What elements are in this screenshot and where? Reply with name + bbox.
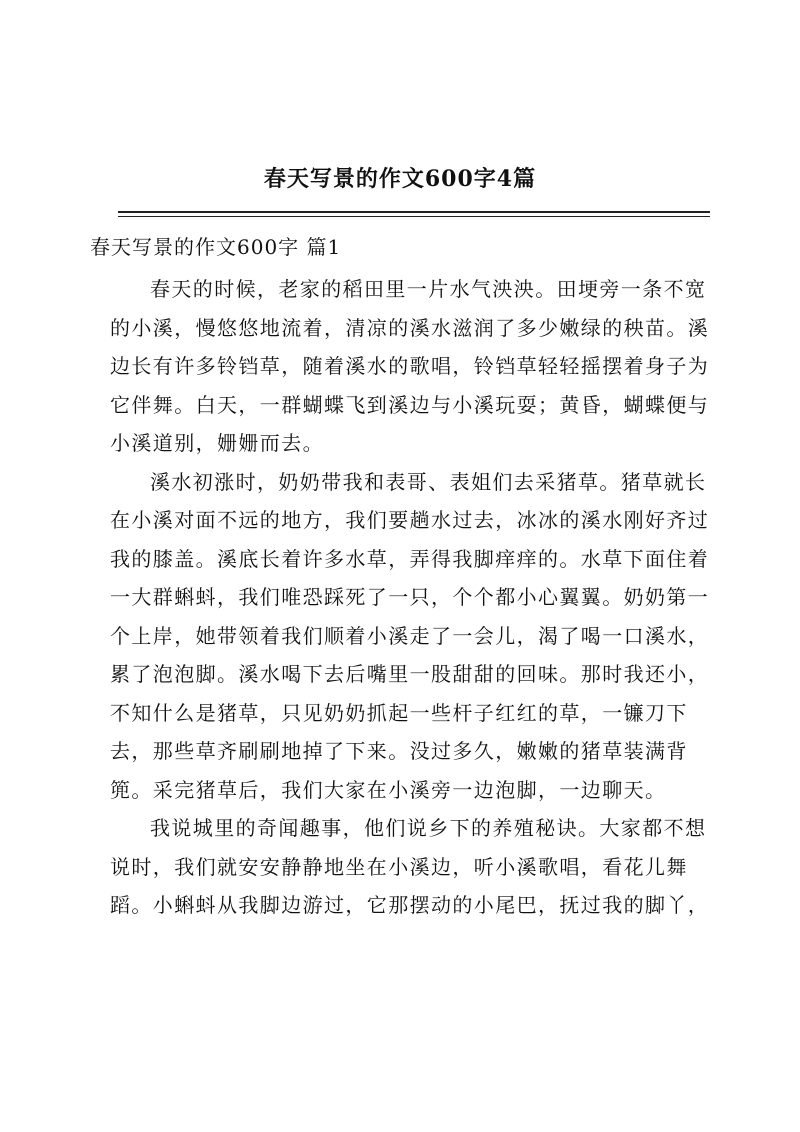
text-line: 个上岸，她带领着我们顺着小溪走了一会儿，渴了喝一口溪水， <box>110 623 710 648</box>
section-heading: 春天写景的作文600字 篇1 <box>90 235 342 259</box>
text-line: 不知什么是猪草，只见奶奶抓起一些杆子红红的草，一镰刀下 <box>110 700 688 725</box>
essay-body <box>110 270 720 925</box>
text-line: 蹈。小蝌蚪从我脚边游过，它那摆动的小尾巴，抚过我的脚丫， <box>110 893 710 917</box>
text-line: 边长有许多铃铛草，随着溪水的歌唱，铃铛草轻轻摇摆着身子为 <box>110 354 710 378</box>
text-line: 溪水初涨时，奶奶带我和表哥、表姐们去采猪草。猪草就长 <box>150 469 707 494</box>
document-title: 春天写景的作文600字4篇 <box>263 166 537 192</box>
text-line: 我的膝盖。溪底长着许多水草，弄得我脚痒痒的。水草下面住着 <box>110 546 710 571</box>
text-line: 一大群蝌蚪，我们唯恐踩死了一只，个个都小心翼翼。奶奶第一 <box>110 585 710 609</box>
text-line: 我说城里的奇闻趣事，他们说乡下的养殖秘诀。大家都不想 <box>150 816 707 840</box>
text-line: 春天的时候，老家的稻田里一片水气泱泱。田埂旁一条不宽 <box>150 277 707 301</box>
text-line: 去，那些草齐刷刷地掉了下来。没过多久，嫩嫩的猪草装满背 <box>110 739 688 763</box>
title-divider-thick <box>118 211 710 213</box>
text-line: 累了泡泡脚。溪水喝下去后嘴里一股甜甜的回味。那时我还小， <box>110 662 710 686</box>
text-line: 篼。采完猪草后，我们大家在小溪旁一边泡脚，一边聊天。 <box>110 777 667 802</box>
title-divider-thin <box>118 216 710 217</box>
text-line: 它伴舞。白天，一群蝴蝶飞到溪边与小溪玩耍；黄昏，蝴蝶便与 <box>110 392 710 417</box>
text-line: 在小溪对面不远的地方，我们要趟水过去，冰冰的溪水刚好齐过 <box>110 508 710 532</box>
text-line: 说时，我们就安安静静地坐在小溪边，听小溪歌唱，看花儿舞 <box>110 854 688 879</box>
text-line: 小溪道别，姗姗而去。 <box>110 431 324 455</box>
text-line: 的小溪，慢悠悠地流着，清凉的溪水滋润了多少嫩绿的秧苗。溪 <box>110 315 710 340</box>
